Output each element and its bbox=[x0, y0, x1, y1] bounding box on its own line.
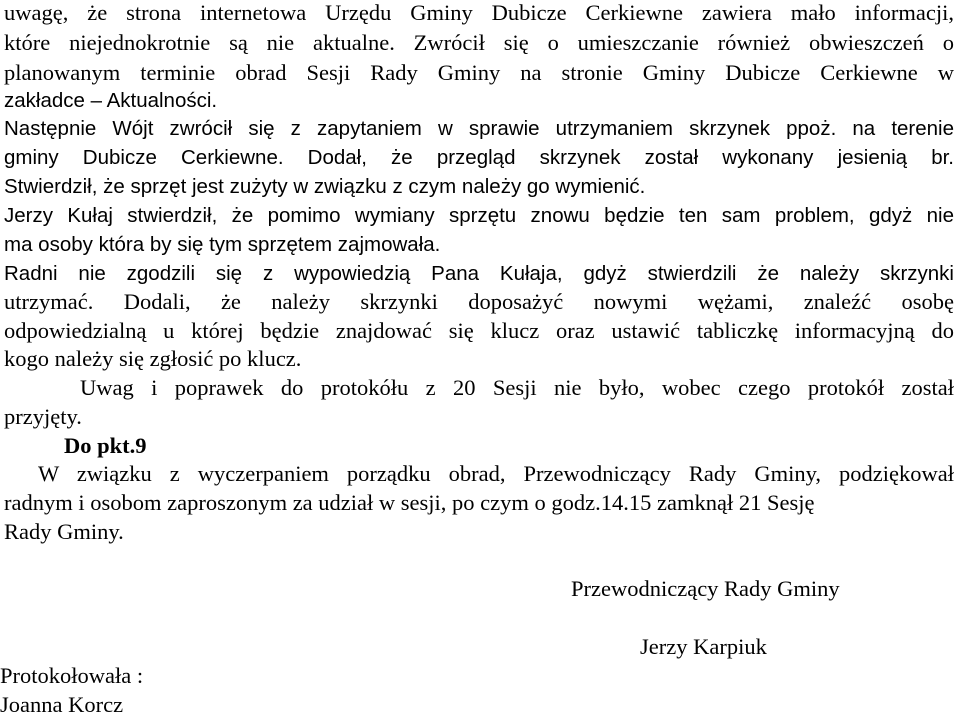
paragraph-line: odpowiedzialną u której będzie znajdować się klucz oraz ustawić tabliczkę informacyjną do bbox=[4, 318, 954, 343]
paragraph-line: zakładce – Aktualności. bbox=[4, 89, 218, 112]
paragraph-line: przyjęty. bbox=[4, 404, 82, 429]
paragraph-line: utrzymać. Dodali, że należy skrzynki doposażyć nowymi wężami, znaleźć osobę bbox=[4, 289, 954, 314]
paragraph-line: gminy Dubicze Cerkiewne. Dodał, że przegląd skrzynek został wykonany jesienią br. bbox=[4, 146, 954, 169]
recorder-label: Protokołowała : bbox=[0, 663, 144, 688]
paragraph-line: Jerzy Kułaj stwierdził, że pomimo wymiany sprzętu znowu będzie ten sam problem, gdyż nie bbox=[4, 204, 954, 227]
signature-name: Jerzy Karpiuk bbox=[640, 634, 767, 659]
signature-title: Przewodniczący Rady Gminy bbox=[571, 576, 840, 601]
paragraph-line: które niejednokrotnie są nie aktualne. Zwrócił się o umieszczanie również obwieszczeń o bbox=[4, 30, 954, 55]
recorder-name: Joanna Korcz bbox=[0, 692, 124, 717]
paragraph-line: radnym i osobom zaproszonym za udział w sesji, po czym o godz.14.15 zamknął 21 Sesję bbox=[4, 490, 815, 515]
paragraph-line: Stwierdził, że sprzęt jest zużyty w związku z czym należy go wymienić. bbox=[4, 175, 646, 198]
paragraph-line: W związku z wyczerpaniem porządku obrad, Przewodniczący Rady Gminy, podziękował bbox=[38, 461, 954, 486]
section-heading: Do pkt.9 bbox=[64, 433, 147, 458]
paragraph-line: Następnie Wójt zwrócił się z zapytaniem w sprawie utrzymaniem skrzynek ppoż. na terenie bbox=[4, 117, 954, 140]
paragraph-line: Rady Gminy. bbox=[4, 519, 124, 544]
paragraph-line: Uwag i poprawek do protokółu z 20 Sesji nie było, wobec czego protokół został bbox=[80, 375, 954, 400]
paragraph-line: kogo należy się zgłosić po klucz. bbox=[4, 346, 302, 371]
paragraph-line: ma osoby która by się tym sprzętem zajmowała. bbox=[4, 233, 441, 256]
paragraph-line: Radni nie zgodzili się z wypowiedzią Pana Kułaja, gdyż stwierdzili że należy skrzynki bbox=[4, 262, 954, 285]
paragraph-line: planowanym terminie obrad Sesji Rady Gminy na stronie Gminy Dubicze Cerkiewne w bbox=[4, 60, 954, 85]
paragraph-line: uwagę, że strona internetowa Urzędu Gminy Dubicze Cerkiewne zawiera mało informacji, bbox=[4, 0, 954, 25]
